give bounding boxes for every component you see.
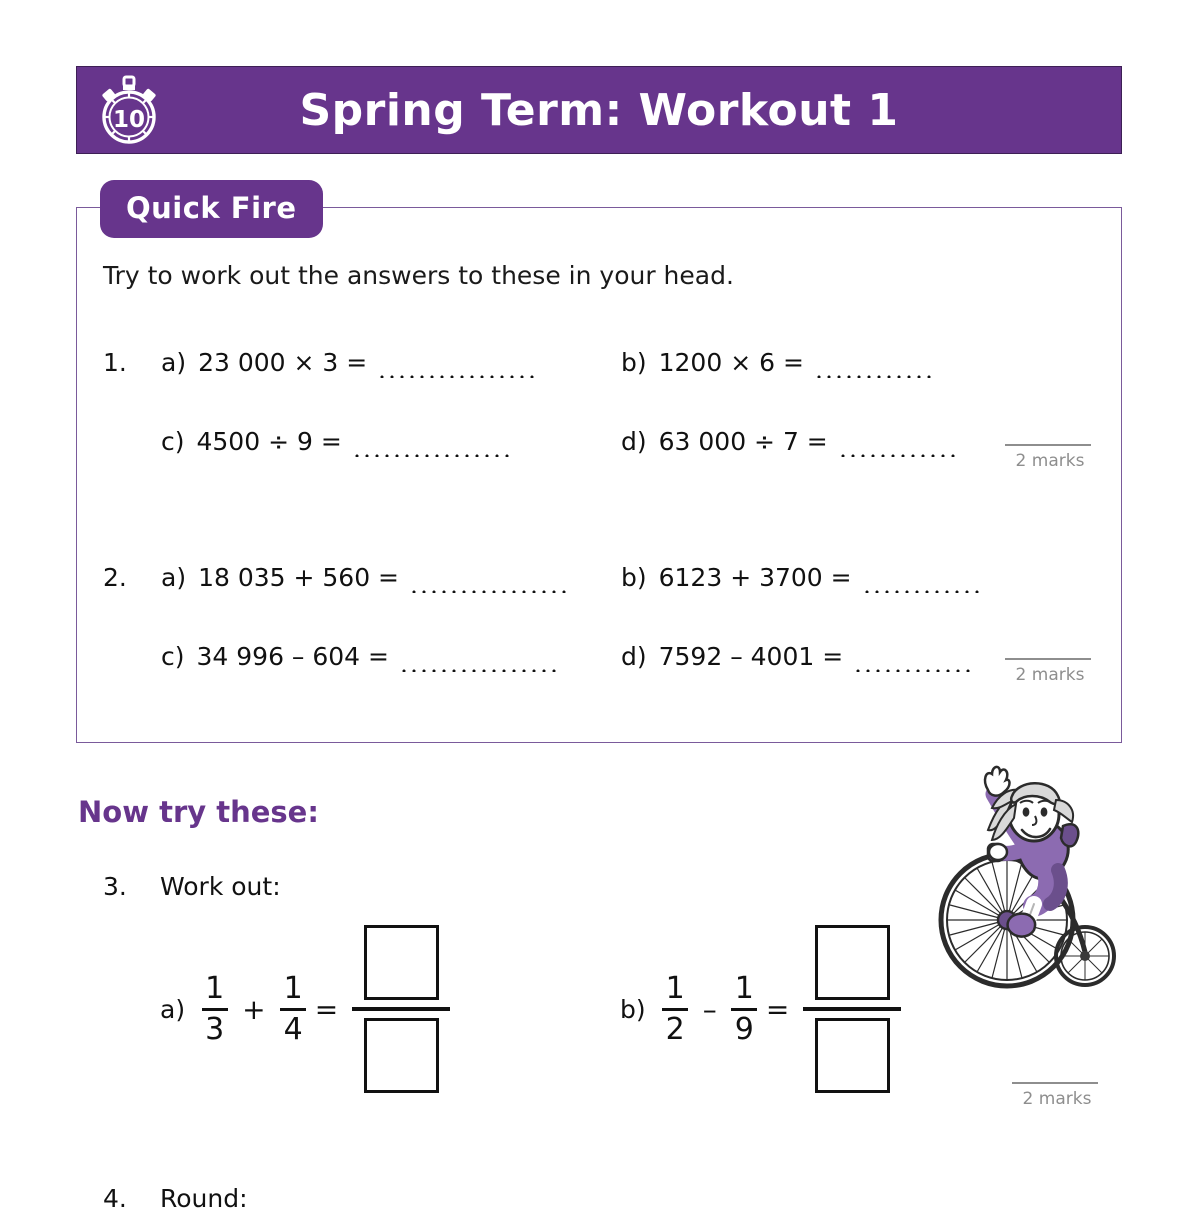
answer-blank[interactable]: [838, 451, 960, 457]
part-letter: b): [620, 994, 646, 1024]
numerator: 1: [205, 971, 225, 1006]
numerator: 1: [283, 971, 303, 1006]
question-part: [621, 348, 936, 377]
part-letter: b): [621, 563, 647, 592]
fraction-one-quarter: [280, 973, 307, 1045]
equals-sign: =: [765, 992, 790, 1026]
part-letter: a): [160, 994, 186, 1024]
denominator: 3: [205, 1011, 225, 1047]
marks-label: 2 marks: [1015, 665, 1085, 685]
answer-fraction-bar: [803, 1007, 901, 1011]
part-expression: 6123 + 3700 =: [658, 563, 852, 592]
marks-rule: [1005, 444, 1091, 446]
answer-blank[interactable]: [862, 587, 984, 593]
page-title: Spring Term: Workout 1: [299, 84, 899, 136]
question-number-4: 4.: [103, 1184, 127, 1213]
answer-box-denominator[interactable]: [815, 1018, 890, 1093]
part-letter: b): [621, 348, 647, 377]
question-3-part-b: [620, 925, 901, 1093]
part-expression: 4500 ÷ 9 =: [196, 427, 342, 456]
marks-label: 2 marks: [1015, 451, 1085, 471]
question-part: [161, 427, 514, 456]
marks-indicator: [1005, 444, 1095, 471]
fraction-bar: [280, 1008, 306, 1011]
part-letter: a): [161, 563, 187, 592]
question-3-label: Work out:: [160, 872, 281, 901]
answer-box-denominator[interactable]: [364, 1018, 439, 1093]
quick-fire-panel: [76, 207, 1122, 743]
answer-fraction: [803, 925, 901, 1093]
marks-label: 2 marks: [1022, 1089, 1092, 1109]
fraction-bar: [202, 1008, 228, 1011]
question-part: [161, 563, 571, 592]
operator: –: [702, 992, 717, 1026]
question-number: 2.: [103, 563, 127, 592]
fraction-one-half: [662, 973, 689, 1045]
answer-box-numerator[interactable]: [815, 925, 890, 1000]
answer-blank[interactable]: [409, 587, 571, 593]
marks-rule: [1005, 658, 1091, 660]
character-on-penny-farthing-illustration: [930, 752, 1126, 1004]
fraction-one-ninth: [731, 973, 758, 1045]
marks-indicator: [1005, 658, 1095, 685]
denominator: 9: [734, 1011, 754, 1047]
denominator: 4: [283, 1011, 303, 1047]
quick-fire-instruction: Try to work out the answers to these in your head.: [103, 261, 734, 290]
fraction-bar: [662, 1008, 688, 1011]
part-expression: 23 000 × 3 =: [198, 348, 368, 377]
question-part: [621, 563, 984, 592]
answer-blank[interactable]: [814, 372, 936, 378]
part-expression: 7592 – 4001 =: [658, 642, 844, 671]
operator: +: [242, 992, 266, 1026]
answer-box-numerator[interactable]: [364, 925, 439, 1000]
part-letter: d): [621, 642, 647, 671]
part-expression: 63 000 ÷ 7 =: [658, 427, 828, 456]
numerator: 1: [665, 971, 685, 1006]
fraction-bar: [731, 1008, 757, 1011]
question-4-label: Round:: [160, 1184, 248, 1213]
part-expression: 1200 × 6 =: [658, 348, 804, 377]
question-part: [621, 642, 975, 671]
answer-fraction-bar: [352, 1007, 450, 1011]
question-part: [621, 427, 960, 456]
answer-blank[interactable]: [352, 451, 514, 457]
question-number-3: 3.: [103, 872, 127, 901]
answer-blank[interactable]: [377, 372, 539, 378]
part-letter: c): [161, 427, 185, 456]
question-3-part-a: [160, 925, 450, 1093]
part-expression: 18 035 + 560 =: [198, 563, 400, 592]
answer-blank[interactable]: [853, 666, 975, 672]
equals-sign: =: [314, 992, 339, 1026]
part-letter: d): [621, 427, 647, 456]
denominator: 2: [665, 1011, 685, 1047]
fraction-one-third: [201, 973, 228, 1045]
marks-indicator: [1012, 1082, 1102, 1109]
question-part: [161, 348, 539, 377]
question-part: [161, 642, 561, 671]
marks-rule: [1012, 1082, 1098, 1084]
answer-blank[interactable]: [399, 666, 561, 672]
stopwatch-value: 10: [112, 107, 146, 133]
worksheet-header-banner: [76, 66, 1122, 154]
answer-fraction: [352, 925, 450, 1093]
stopwatch-icon: [77, 75, 181, 145]
part-letter: a): [161, 348, 187, 377]
part-expression: 34 996 – 604 =: [196, 642, 389, 671]
part-letter: c): [161, 642, 185, 671]
question-number: 1.: [103, 348, 127, 377]
numerator: 1: [734, 971, 754, 1006]
now-try-these-heading: Now try these:: [78, 795, 319, 829]
quick-fire-tab: Quick Fire: [100, 180, 323, 238]
